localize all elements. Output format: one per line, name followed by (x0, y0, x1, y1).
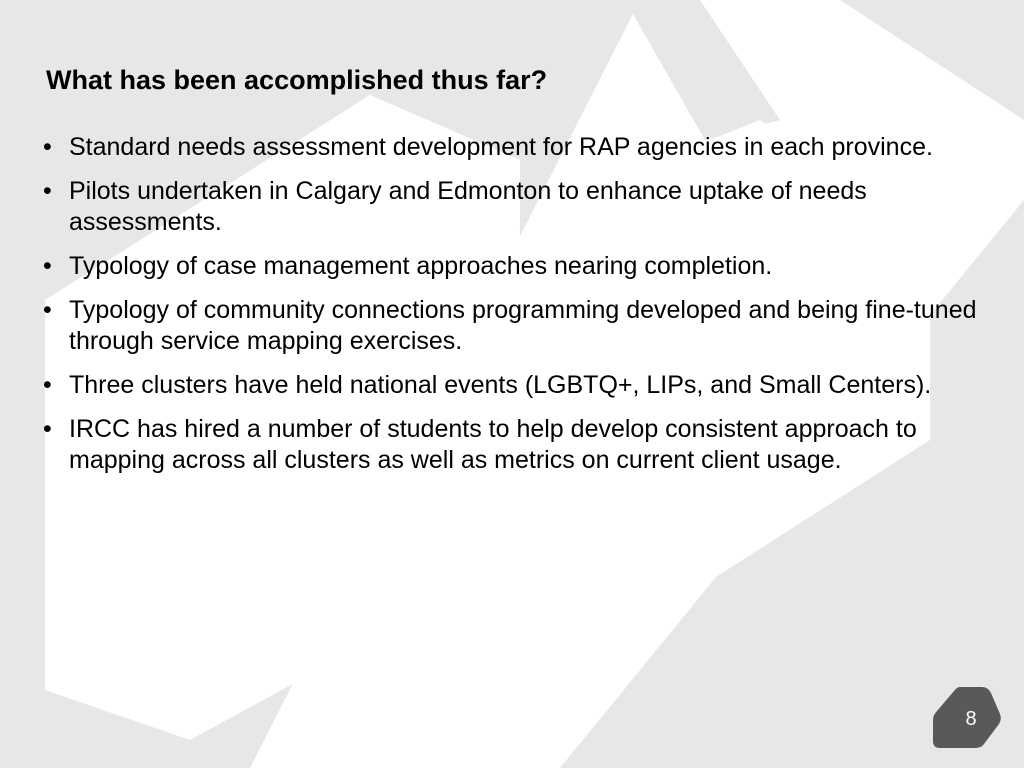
page-number-badge (930, 684, 1002, 750)
bullet-icon: • (43, 252, 52, 280)
bullet-icon: • (43, 371, 52, 399)
bullet-text: Standard needs assessment development for RAP agencies in each province. (69, 133, 933, 161)
bullet-icon: • (43, 415, 52, 443)
bullet-item (40, 414, 990, 476)
bullet-list (40, 132, 990, 489)
page-number: 8 (965, 707, 977, 730)
bullet-icon: • (43, 177, 52, 205)
bullet-text: Typology of case management approaches nearing completion. (69, 252, 773, 280)
bullet-item (40, 251, 990, 282)
bullet-item (40, 132, 990, 163)
bullet-text: Three clusters have held national events (LGBTQ+, LIPs, and Small Centers). (69, 371, 932, 399)
bullet-icon: • (43, 133, 52, 161)
bullet-item (40, 295, 990, 357)
bullet-text: Pilots undertaken in Calgary and Edmonton to enhance uptake of needs assessments. (69, 177, 867, 236)
bullet-item (40, 176, 990, 238)
bullet-item (40, 370, 990, 401)
bullet-text: IRCC has hired a number of students to help develop consistent approach to mapping across all clusters as well as metrics on current client usage. (69, 415, 917, 474)
bullet-icon: • (43, 296, 52, 324)
bullet-text: Typology of community connections programming developed and being fine-tuned through service mapping exercises. (69, 296, 977, 355)
slide-title: What has been accomplished thus far? (46, 65, 548, 95)
